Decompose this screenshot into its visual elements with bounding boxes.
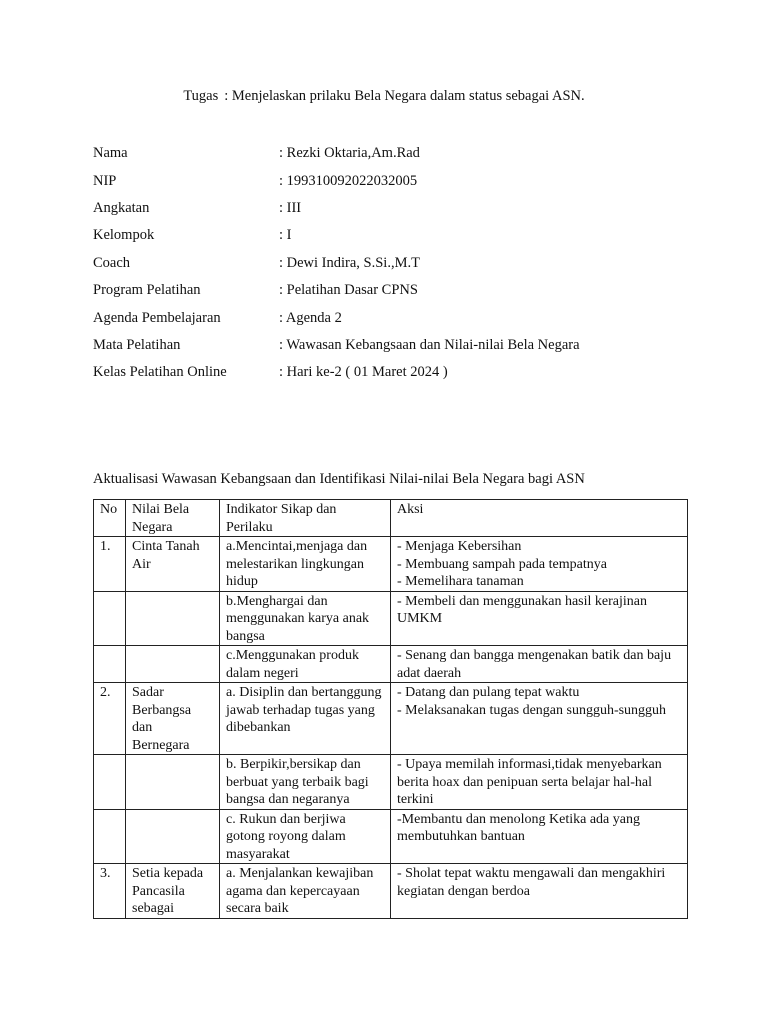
- aksi-item: - Sholat tepat waktu mengawali dan mengakhiri kegiatan dengan berdoa: [397, 866, 666, 899]
- info-label: Program Pelatihan: [93, 282, 201, 299]
- header-nilai: Nilai Bela Negara: [126, 500, 220, 537]
- info-value: : Wawasan Kebangsaan dan Nilai-nilai Bela Negara: [279, 336, 580, 353]
- cell-no: [94, 646, 126, 683]
- aksi-item: - Menjaga Kebersihan: [397, 539, 522, 554]
- cell-no: 2.: [94, 683, 126, 755]
- cell-aksi: [391, 755, 688, 810]
- info-row-angkatan: [93, 195, 713, 222]
- aksi-item: - Datang dan pulang tepat waktu: [397, 685, 580, 700]
- cell-aksi: [391, 683, 688, 755]
- aksi-item: - Memelihara tanaman: [397, 574, 524, 589]
- info-row-program: [93, 277, 713, 304]
- info-label: Agenda Pembelajaran: [93, 309, 221, 326]
- info-row-nama: [93, 140, 713, 167]
- cell-indikator: c.Menggunakan produk dalam negeri: [220, 646, 391, 683]
- cell-nilai: Sadar Berbangsa dan Bernegara: [126, 683, 220, 755]
- cell-nilai: [126, 646, 220, 683]
- cell-indikator: a. Menjalankan kewajiban agama dan kepercayaan secara baik: [220, 864, 391, 919]
- cell-nilai: Setia kepada Pancasila sebagai: [126, 864, 220, 919]
- table-row: [94, 683, 688, 755]
- info-value: : Dewi Indira, S.Si.,M.T: [279, 254, 420, 271]
- cell-indikator: b. Berpikir,bersikap dan berbuat yang terbaik bagi bangsa dan negaranya: [220, 755, 391, 810]
- aksi-item: - Upaya memilah informasi,tidak menyebarkan berita hoax dan penipuan serta belajar hal-hal terkini: [397, 757, 662, 807]
- table-row: [94, 591, 688, 646]
- info-row-mata-pelatihan: [93, 332, 713, 359]
- identity-info: [93, 140, 713, 387]
- info-value: : Pelatihan Dasar CPNS: [279, 282, 418, 299]
- header-no: No: [94, 500, 126, 537]
- table-row: [94, 864, 688, 919]
- info-value: : Agenda 2: [279, 309, 342, 326]
- info-label: NIP: [93, 172, 117, 189]
- info-value: : Rezki Oktaria,Am.Rad: [279, 145, 420, 162]
- info-label: Nama: [93, 145, 128, 162]
- table-row: [94, 755, 688, 810]
- info-row-agenda: [93, 304, 713, 331]
- header-aksi: Aksi: [391, 500, 688, 537]
- info-label: Mata Pelatihan: [93, 336, 181, 353]
- cell-nilai: [126, 809, 220, 864]
- cell-no: 3.: [94, 864, 126, 919]
- task-heading: [0, 88, 768, 105]
- cell-nilai: Cinta Tanah Air: [126, 537, 220, 592]
- cell-nilai: [126, 591, 220, 646]
- aksi-item: - Membuang sampah pada tempatnya: [397, 556, 607, 572]
- cell-aksi: [391, 646, 688, 683]
- table-body: [94, 537, 688, 919]
- cell-nilai: [126, 755, 220, 810]
- info-row-coach: [93, 250, 713, 277]
- cell-aksi: [391, 537, 688, 592]
- cell-indikator: c. Rukun dan berjiwa gotong royong dalam masyarakat: [220, 809, 391, 864]
- info-row-kelompok: [93, 222, 713, 249]
- table-row: [94, 646, 688, 683]
- cell-indikator: a. Disiplin dan bertanggung jawab terhadap tugas yang dibebankan: [220, 683, 391, 755]
- aksi-item: - Membeli dan menggunakan hasil kerajinan UMKM: [397, 593, 647, 626]
- aksi-item: -Membantu dan menolong Ketika ada yang membutuhkan bantuan: [397, 811, 640, 844]
- aksi-item: - Senang dan bangga mengenakan batik dan baju adat daerah: [397, 648, 672, 681]
- table-title: Aktualisasi Wawasan Kebangsaan dan Identifikasi Nilai-nilai Bela Negara bagi ASN: [93, 471, 585, 487]
- table-header-row: [94, 500, 688, 537]
- cell-aksi: [391, 864, 688, 919]
- aksi-item: - Melaksanakan tugas dengan sungguh-sungguh: [397, 702, 667, 718]
- info-label: Kelas Pelatihan Online: [93, 364, 227, 381]
- header-indikator: Indikator Sikap dan Perilaku: [220, 500, 391, 537]
- info-label: Angkatan: [93, 199, 150, 216]
- cell-indikator: b.Menghargai dan menggunakan karya anak bangsa: [220, 591, 391, 646]
- info-value: : 199310092022032005: [279, 172, 418, 189]
- info-row-nip: [93, 167, 713, 194]
- bela-negara-table: [93, 499, 688, 919]
- table-row: [94, 809, 688, 864]
- info-value: : Hari ke-2 ( 01 Maret 2024 ): [279, 364, 448, 381]
- info-label: Kelompok: [93, 227, 155, 244]
- cell-no: [94, 755, 126, 810]
- info-row-kelas: [93, 359, 713, 386]
- info-label: Coach: [93, 254, 131, 271]
- task-label: Tugas: [183, 88, 219, 104]
- info-value: : I: [279, 227, 292, 244]
- cell-aksi: [391, 591, 688, 646]
- cell-no: 1.: [94, 537, 126, 592]
- cell-no: [94, 591, 126, 646]
- cell-indikator: a.Mencintai,menjaga dan melestarikan lingkungan hidup: [220, 537, 391, 592]
- cell-no: [94, 809, 126, 864]
- table-row: [94, 537, 688, 592]
- cell-aksi: [391, 809, 688, 864]
- task-text: : Menjelaskan prilaku Bela Negara dalam status sebagai ASN.: [224, 88, 585, 104]
- info-value: : III: [279, 199, 302, 216]
